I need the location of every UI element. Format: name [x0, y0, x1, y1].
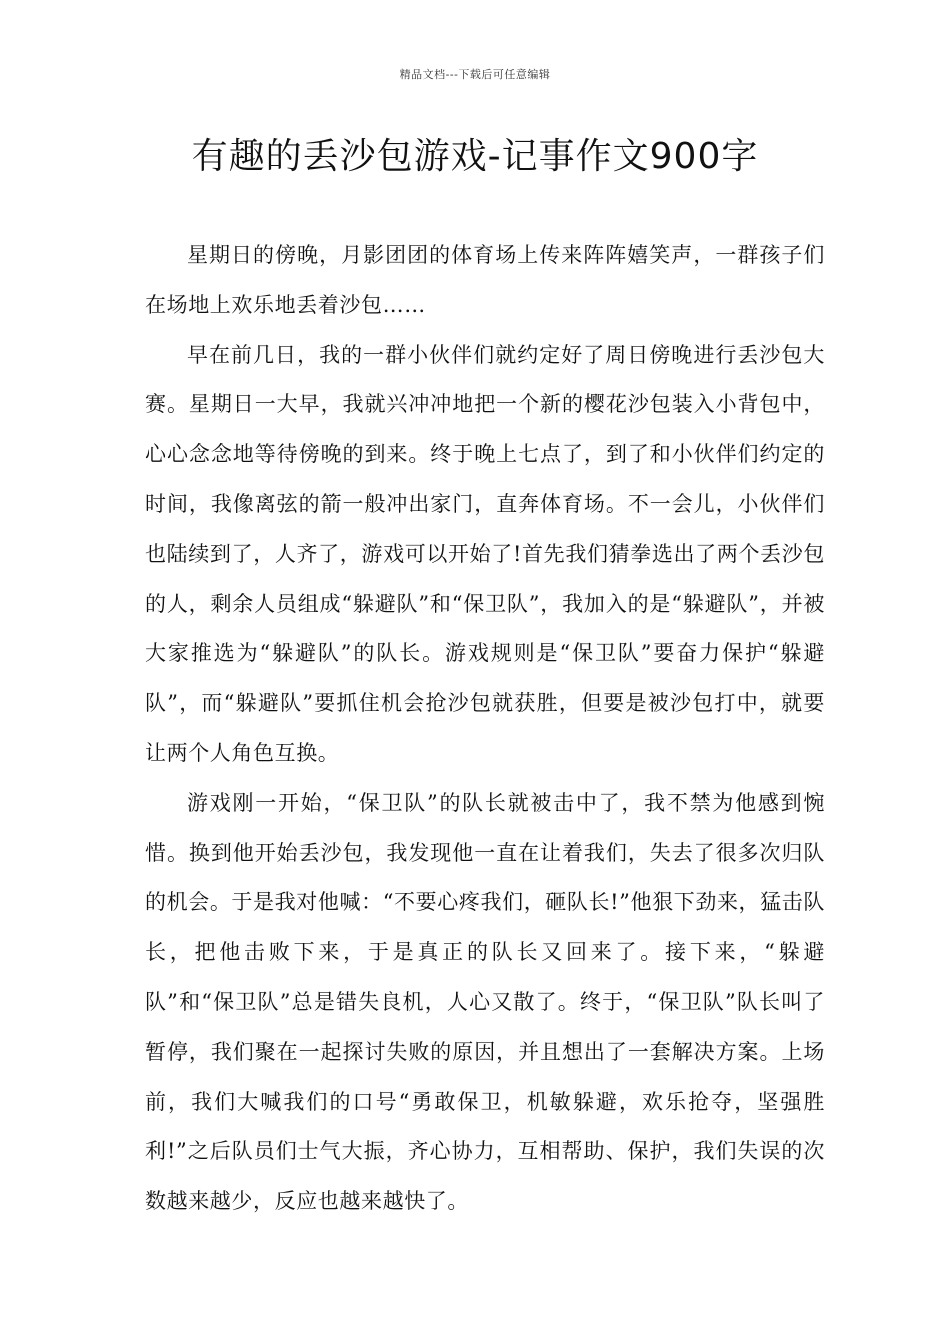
document-body [145, 231, 825, 1227]
header-note: 精品文档---下载后可任意编辑 [399, 68, 551, 81]
paragraph: 游戏刚一开始，“保卫队”的队长就被击中了，我不禁为他感到惋惜。换到他开始丢沙包，我发现他一直在让着我们，失去了很多次归队的机会。于是我对他喊：“不要心疼我们，砸队长!”他狠下劲来，猛击队长，把他击败下来，于是真正的队长又回来了。接下来，“躲避队”和“保卫队”总是错失良机，人心又散了。终于，“保卫队”队长叫了暂停，我们聚在一起探讨失败的原因，并且想出了一套解决方案。上场前，我们大喊我们的口号“勇敢保卫，机敏躲避，欢乐抢夺，坚强胜利!”之后队员们士气大振，齐心协力，互相帮助、保护，我们失误的次数越来越少，反应也越来越快了。 [145, 790, 825, 1214]
paragraph: 星期日的傍晚，月影团团的体育场上传来阵阵嬉笑声，一群孩子们在场地上欢乐地丢着沙包…… [145, 243, 825, 317]
paragraph: 早在前几日，我的一群小伙伴们就约定好了周日傍晚进行丢沙包大赛。星期日一大早，我就兴冲冲地把一个新的樱花沙包装入小背包中，心心念念地等待傍晚的到来。终于晚上七点了，到了和小伙伴们约定的时间，我像离弦的箭一般冲出家门，直奔体育场。不一会儿，小伙伴们也陆续到了，人齐了，游戏可以开始了!首先我们猜拳选出了两个丢沙包的人，剩余人员组成“躲避队”和“保卫队”，我加入的是“躲避队”，并被大家推选为“躲避队”的队长。游戏规则是“保卫队”要奋力保护“躲避队”，而“躲避队”要抓住机会抢沙包就获胜，但要是被沙包打中，就要让两个人角色互换。 [145, 342, 825, 765]
page-title: 有趣的丢沙包游戏-记事作文900字 [191, 136, 759, 177]
